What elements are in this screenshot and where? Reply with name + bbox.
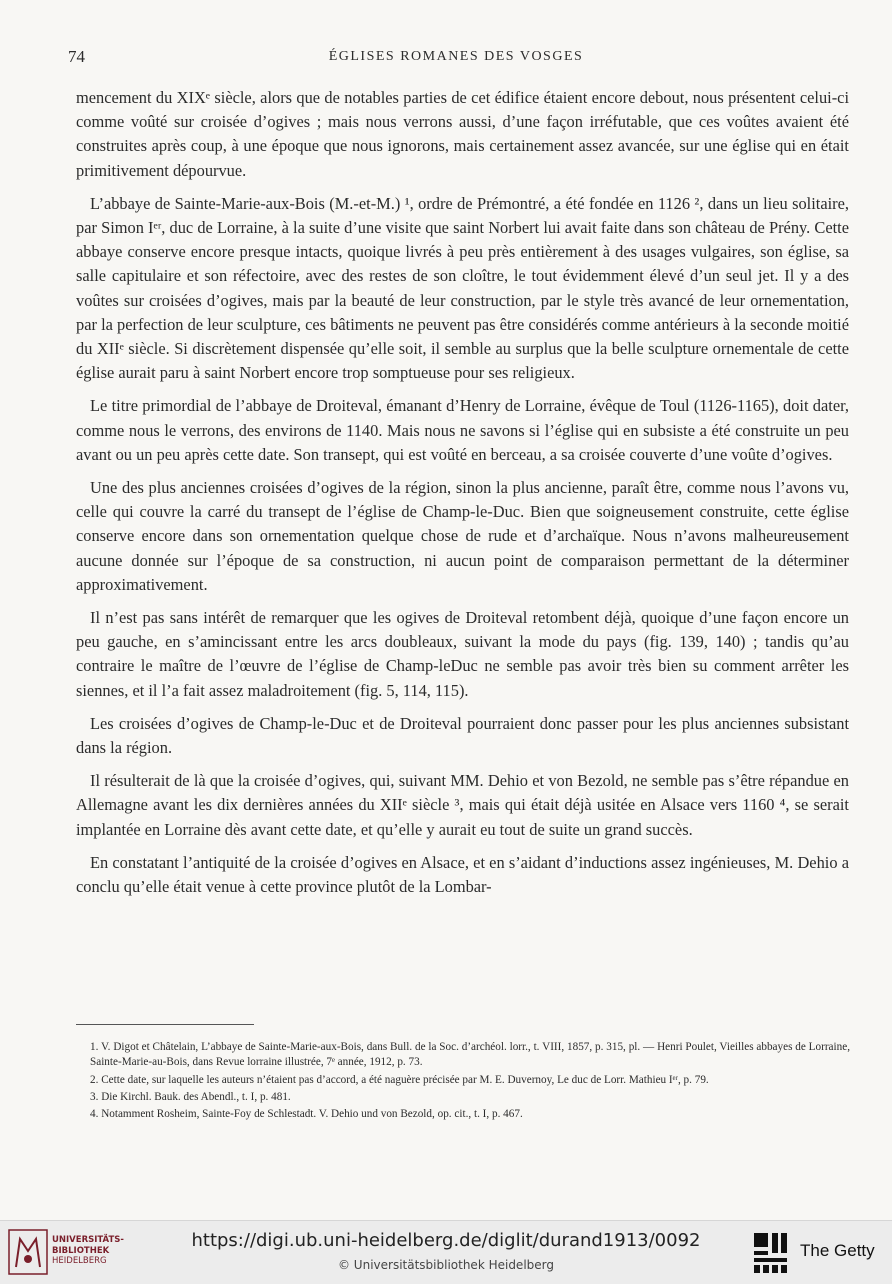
footnote: 3. Die Kirchl. Bauk. des Abendl., t. I, p. 481. — [90, 1090, 291, 1103]
paragraph: L’abbaye de Sainte-Marie-aux-Bois (M.-et-M.) ¹, ordre de Prémontré, a été fondée en 1126 ², dans un lieu solitaire, par Simon Iᵉʳ, duc de Lorraine, à la suite d’une visite que saint Norbert lui avait faite dans son château de Prény. Cette abbaye conserve encore presque intacts, quoique livrés à peu près entièrement à des usages vulgaires, son église, sa salle capitulaire et son réfectoire, avec des restes de son cloître, le tout évidemment élevé d’un seul jet. Il y a des voûtes sur croisées d’ogives, mais par la beauté de leur construction, par le style très avancé de leur ornementation, par la perfection de leur sculpture, ces bâtiments ne peuvent pas être considérés comme antérieurs à la seconde moitié du XIIᵉ siècle. Si discrètement dispensée qu’elle soit, il semble au surplus que la belle sculpture ornementale de cette église aurait paru à saint Norbert encore trop somptueuse pour ses religieux. — [76, 193, 849, 383]
footnotes — [90, 1040, 850, 1124]
library-name-line: UNIVERSITÄTS- — [52, 1235, 124, 1245]
viewer-footer — [0, 1220, 892, 1284]
paragraph: En constatant l’antiquité de la croisée d’ogives en Alsace, et en s’aidant d’inductions assez ingénieuses, M. Dehio a conclu qu’elle était venue à cette province plutôt de la Lombar- — [76, 852, 849, 897]
paragraph: Une des plus anciennes croisées d’ogives de la région, sinon la plus ancienne, paraît être, comme nous l’avons vu, celle qui couvre la carré du transept de l’église de Champ-le-Duc. Bien que soigneusement construite, cette église conserve encore dans son ornementation quelque chose de rude et d’archaïque. Nous n’avons malheureusement aucune donnée sur l’époque de sa construction, ni aucun point de comparaison permettant de la déterminer approximativement. — [76, 478, 849, 594]
library-name-line: BIBLIOTHEK — [52, 1245, 110, 1256]
library-name-line: HEIDELBERG — [52, 1256, 107, 1266]
paragraph: Il résulterait de là que la croisée d’ogives, qui, suivant MM. Dehio et von Bezold, ne semble pas s’être répandue en Allemagne avant les dix dernières années du XIIᵉ siècle ³, mais qui était déjà usitée en Alsace vers 1160 ⁴, se serait implantée en Lorraine dès avant cette date, et qu’elle y aurait eu tout de suite un grand succès. — [76, 771, 849, 839]
footnote-rule — [76, 1024, 254, 1025]
paragraph: Il n’est pas sans intérêt de remarquer que les ogives de Droiteval retombent déjà, quoique d’une façon encore un peu gauche, en s’amincissant entre les arcs doubleaux, suivant la mode du pays (fig. 139, 140) ; tandis qu’au contraire le maître de l’œuvre de l’église de Champ-leDuc ne semble pas avoir très bien su comment arrêter les siennes, et il l’a fait assez maladroitement (fig. 5, 114, 115). — [76, 608, 849, 700]
partner-name[interactable]: The Getty — [800, 1241, 875, 1260]
running-head — [68, 47, 844, 71]
body-text — [76, 86, 849, 908]
footnote: 4. Notamment Rosheim, Sainte-Foy de Schlestadt. V. Dehio und von Bezold, op. cit., t. I, p. 467. — [90, 1108, 523, 1121]
copyright-notice: © Universitätsbibliothek Heidelberg — [337, 1258, 554, 1272]
permalink-url[interactable]: https://digi.ub.uni-heidelberg.de/diglit/durand1913/0092 — [191, 1230, 701, 1251]
paragraph: Le titre primordial de l’abbaye de Droiteval, émanant d’Henry de Lorraine, évêque de Toul (1126-1165), doit dater, comme nous le verrons, des environs de 1140. Mais nous ne savons si l’église qui en subsiste a été construite un peu avant ou un peu après cette date. Son transept, qui est voûté en berceau, a sa croisée couverte d’une voûte d’ogives. — [76, 396, 849, 464]
footnote: 2. Cette date, sur laquelle les auteurs n’étaient pas d’accord, a été naguère précisée par M. E. Duvernoy, Le duc de Lorr. Mathieu Iᵉʳ, p. 79. — [90, 1073, 709, 1086]
footnote: 1. V. Digot et Châtelain, L’abbaye de Sainte-Marie-aux-Bois, dans Bull. de la Soc. d’archéol. lorr., t. VIII, 1857, p. 315, pl. — Henri Poulet, Vieilles abbayes de Lorraine, Sainte-Marie-au-Bois, dans Revue lorraine illustrée, 7ᵉ année, 1912, p. 73. — [90, 1041, 850, 1069]
paragraph: mencement du XIXᵉ siècle, alors que de notables parties de cet édifice étaient encore debout, nous présentent celui-ci comme voûté sur croisée d’ogives ; mais nous verrons aussi, d’une façon irréfutable, que ces voûtes avaient été construites après coup, à une époque que nous ignorons, mais certainement assez avancée, sur une église qui en était primitivement dépourvue. — [76, 88, 849, 180]
getty-logo-icon[interactable] — [752, 1231, 790, 1275]
paragraph: Les croisées d’ogives de Champ-le-Duc et de Droiteval pourraient donc passer pour les plus anciennes subsistant dans la région. — [76, 713, 849, 758]
page-number: 74 — [68, 47, 85, 66]
running-title: ÉGLISES ROMANES DES VOSGES — [328, 49, 584, 64]
